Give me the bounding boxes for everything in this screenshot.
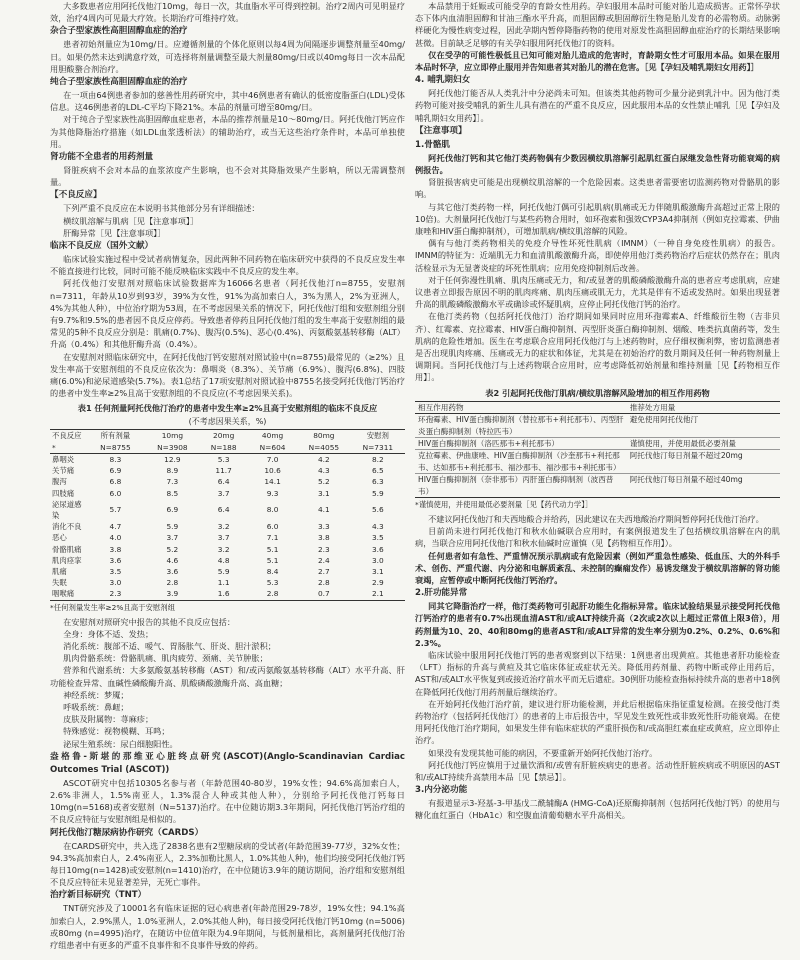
paragraph: 如果没有发现其他可能的病因，不要重新开始阿托伐他汀治疗。 [428,747,658,758]
section-heading: 1.骨骼肌 [415,139,451,150]
table-cell: 8.9 [166,466,179,476]
table-cell: 2.7 [317,566,330,576]
paragraph: 本品禁用于妊娠或可能受孕的育龄女性用药。孕妇服用本品时可能对胎儿造成损害。正常怀孕状态下体内血清胆固醇和甘油三酯水平升高，而胆固醇或胆固醇衍生物是胎儿发育的必需物质。动脉粥样硬化为慢性病变过程，因此孕期内暂停降脂药物的使用对原发性高胆固醇血症治疗的长期结果影响甚微。目前缺乏足够的有关孕妇服用阿托伐他汀的资料。 [415,1,780,48]
paragraph: 有报道显示3-羟基-3-甲基戊二酰辅酶A (HMG-CoA)还原酶抑制剂（包括阿托伐他汀钙）的使用与糖化血红蛋白（HbA1c）和空腹血清葡萄糖水平升高相关。 [415,798,780,821]
table-header-cell: 安慰剂 N=7311 [362,431,394,452]
table-cell: 0.7 [317,589,330,599]
table-cell: 肌肉痉挛 [52,555,82,565]
table-cell: 6.0 [266,522,279,532]
table-cell: 6.9 [166,505,179,515]
paragraph: 偶有与他汀类药物相关的免疫介导性坏死性肌病（IMNM）（一种自身免疫性肌病）的报告。IMNM的特征为：近端肌无力和血清肌酸激酶升高，即使停用他汀类药物治疗后症状仍然存在；肌肉活检显示为无显著炎症的坏死性肌病；应用免疫抑制剂后改善。 [415,238,780,273]
section-heading: 4. 哺乳期妇女 [415,75,471,86]
table-cell: 2.8 [317,578,330,588]
section-heading: 2.肝功能异常 [415,588,468,599]
table-cell: 1.6 [217,589,230,599]
paragraph: TNT研究涉及了10001名有临床证据的冠心病患者(年龄范围29-78岁，19%女性；94.1%高加索白人，2.9%黑人，1.0%亚洲人，2.0%其他人种)，每日接受阿托伐他汀钙10mg (n=5006)或80mg (n=4995)治疗，在随访中位值年限为4.9年期间，与低剂量相比，高剂量阿托伐他汀治疗组患者中有更多的严重不良事件和不良事件导致的停药。 [50,903,405,950]
table-row [50,532,405,543]
adverse-reactions-heading: 【不良反应】 [50,190,102,201]
paragraph: 大多数患者应用阿托伐他汀10mg，每日一次，其血脂水平可得到控制。治疗2周内可见明显疗效，治疗4周内可见最大疗效。长期治疗可维持疗效。 [50,1,405,24]
table-header-cell: 不良反应* [52,431,82,452]
table-cell: 4.6 [166,555,179,565]
table-cell: 3.0 [109,578,122,588]
paragraph-bold: 阿托伐他汀钙和其它他汀类药物偶有少数因横纹肌溶解引起肌红蛋白尿继发急性肾功能衰竭的病例报告。 [415,152,780,176]
paragraph: ASCOT研究中包括10305名参与者（年龄范围40-80岁，19%女性；94.6%高加索白人，2.6%非洲人，1.5%南亚人，1.3%混合人种或其他人种），分别给予阿托伐他汀钙每日10mg(n=5168)或者安慰剂（N=5137)治疗。在中位随访期3.3年期间，阿托伐他汀钙治疗组的不良反应特征与安慰剂组是相似的。 [50,777,405,825]
table-cell: 3.8 [109,544,122,554]
table-cell: 2.8 [166,578,179,588]
paragraph-bold: 仅在受孕的可能性极低且已知可能对胎儿造成的危害时，育龄期女性才可服用本品。如果在服用本品时怀孕，应立即停止服用并告知患者其对胎儿的潜在危害。［见【孕妇及哺乳期妇女用药】］ [415,49,780,73]
table-cell: 3.1 [317,488,330,498]
table-cell: 阿托伐他汀每日剂量不超过40mg [629,475,743,485]
table-cell: 6.0 [109,488,122,498]
table-row [50,453,405,465]
table-cell: 8.0 [266,505,279,515]
paragraph: 阿托伐他汀安慰剂对照临床试验数据库为16066名患者（阿托伐他汀n=8755，安慰剂n=7311，年龄从10岁到93岁，39%为女性，91%为高加索白人，3%为黑人，2%为亚洲人，4%为其他人种），中位治疗期为53周，在不考虑因果关系的情况下，阿托伐他汀组和安慰剂组分别有9.7%和9.5%的患者因不良反应停药。导致患者停药且阿托伐他汀组的发生率高于安慰剂组的最常见的5种不良反应分别是：肌痛(0.7%)、腹泻(0.5%)、恶心(0.4%)、丙氨酸氨基转移酶（ALT）升高（0.4%）和其他肝酶升高（0.4%）。 [50,278,405,350]
table-row [50,577,405,588]
paragraph: 全身：身体不适、发热； [63,628,154,639]
table1-footnote: *任何剂量发生率≥2%且高于安慰剂组 [50,602,176,612]
table-cell: 阿托伐他汀每日剂量不超过20mg [629,451,743,461]
table-cell: 6.4 [217,505,230,515]
paragraph: 肌肉骨骼系统：骨骼肌痛、肌肉疲劳、颈痛、关节肿胀； [63,653,268,664]
table-cell: 8.5 [166,488,179,498]
table-cell: 3.2 [217,522,230,532]
table-row [50,499,405,521]
table-cell: 5.6 [371,505,384,515]
table-row [415,450,780,474]
table-cell: 6.9 [109,466,122,476]
table-cell: 7.3 [166,477,179,487]
table2-footnote: *谨慎使用，并使用最低必要剂量［见【药代动力学】］ [415,499,593,509]
table-header-cell: 20mg N=188 [210,431,237,452]
table-header-cell: 相互作用药物 [418,402,464,412]
paragraph: 在安慰剂对照临床研究中，在阿托伐他汀钙安慰剂对照试验中(n=8755)最常见的（≥2%）且发生率高于安慰剂组的不良反应依次为：鼻咽炎（8.3%）、关节痛（6.9%）、腹泻(6.8%)、四肢痛(6.0%)和泌尿道感染(5.7%)。表1总结了17项安慰剂对照试验中8755名接受阿托伐他汀钙治疗的患者中发生率≥2%且高于安慰剂组的不良反应(不考虑因果关系)。 [50,351,405,399]
table-row [415,474,780,498]
paragraph: 在他汀类药物（包括阿托伐他汀）治疗期间如果同时应用环孢霉素A、纤维酸衍生物（吉非贝齐）、红霉素、克拉霉素、HIV蛋白酶抑制剂、丙型肝炎蛋白酶抑制剂、烟酸、唑类抗真菌药等，发生肌病的危险性增加。医生在考虑联合应用阿托伐他汀与上述药物时，应仔细权衡利弊，密切监测患者是否出现肌肉疼痛、压痛或无力的症状和体征，尤其是在初始治疗的数月期间及任何一种药物剂量上调期间。当阿托伐他汀与上述药物联合应用时，应考虑降低初始剂量和维持剂量［见【药物相互作用】］。 [415,311,780,383]
table-cell: 谨慎使用，并使用最低必要剂量 [629,438,737,448]
table-cell: 肌痛 [52,566,67,576]
paragraph: 对于任何弥漫性肌痛、肌肉压痛或无力，和/或显著的肌酸磷酸激酶升高的患者应考虑肌病，应建议患者立即报告原因不明的肌肉疼痛、肌肉压痛或肌无力，尤其是伴有不适或发热时。如果出现显著升高的肌酸磷酸激酶水平或确诊或怀疑肌病，应停止阿托伐他汀钙的治疗。 [415,274,780,310]
table-header-cell: 80mg N=4055 [308,431,340,452]
cards-heading: 阿托伐他汀糖尿病协作研究（CARDS） [50,827,204,838]
paragraph: 与其它他汀类药物一样，阿托伐他汀偶可引起肌病(肌痛或无力伴随肌酸激酶升高超过正常上限的10倍)。大剂量阿托伐他汀与某些药物合用时，如环孢素和强效CYP3A4抑制剂（例如克拉霉素、伊曲康唑和HIV蛋白酶抑制剂），可增加肌病/横纹肌溶解的风险。 [415,201,780,237]
tnt-heading: 治疗新目标研究（TNT） [50,890,147,901]
table-cell: 2.3 [109,589,122,599]
paragraph: 在一项由64例患者参加的慈善性用药研究中，其中46例患者有确认的低密度脂蛋白(LDL)受体信息。这46例患者的LDL-C平均下降21%。本品的剂量可增至80mg/日。 [50,90,405,113]
table-cell: 恶心 [52,533,67,543]
table1-body [50,453,405,600]
paragraph: 皮肤及附属物：荨麻疹； [63,714,154,725]
table-cell: 鼻咽炎 [52,454,75,464]
table-cell: 2.1 [371,589,384,599]
paragraph-bold: 任何患者如有急性、严重情况预示肌病或有危险因素（例如严重急性感染、低血压、大的外科手术、创伤、严重代谢、内分泌和电解质紊乱、未控制的癫痫发作）易诱发继发于横纹肌溶解的肾功能衰竭，应暂停或中断阿托伐他汀钙治疗。 [415,550,780,585]
table-cell: 1.1 [217,578,230,588]
table-cell: 10.6 [264,466,281,476]
table-cell: 7.0 [266,454,279,464]
table-cell: 骨骼肌痛 [52,544,82,554]
table-cell: 5.3 [266,578,279,588]
paragraph: 下列严重不良反应在本说明书其他部分另有详细描述： [63,203,260,214]
table-cell: 3.1 [371,566,384,576]
table-cell: 4.7 [109,522,122,532]
paragraph: 患者初始剂量应为10mg/日。应遵循剂量的个体化原则以每4周为间隔逐步调整剂量至40mg/日。如果仍然未达到满意疗效，可选择将剂量调整至最大剂量80mg/日或以40mg每日一次本品配用胆酸螯合剂治疗。 [50,39,405,74]
table2-body [415,414,780,498]
table-cell: 2.4 [317,555,330,565]
table-cell: 6.3 [371,477,384,487]
table-cell: 5.9 [217,566,230,576]
table1-caption: 表1 任何剂量阿托伐他汀治疗的患者中发生率≥2%且高于安慰剂组的临床不良反应 [77,403,378,414]
table-cell: HIV蛋白酶抑制剂（奈非那韦）丙肝蛋白酶抑制剂（波西普韦） [418,475,614,496]
table-cell: 3.2 [217,544,230,554]
table-row [415,414,780,438]
table-cell: 消化不良 [52,522,82,532]
paragraph: 在CARDS研究中，共入选了2838名患有2型糖尿病的受试者(年龄范围39-77岁，32%女性；94.3%高加索白人，2.4%南亚人，2.3%加勒比黑人，1.0%其他人种)，他们均接受阿托伐他汀钙每日10mg(n=1428)或安慰剂(n=1410)治疗，在中位随访3.9年的随访期间，治疗组和安慰剂组不良反应特征未见显著差异，无死亡事件。 [50,840,405,888]
clinical-adverse-heading: 临床不良反应（国外文献） [50,241,154,252]
paragraph: 临床试验实施过程中受试者病情复杂，因此两种不同药物在临床研究中获得的不良反应发生率不能直接进行比较，同时可能不能反映临床实践中不良反应的发生率。 [50,254,405,277]
table-cell: 6.5 [371,466,384,476]
table-cell: 8.2 [371,454,384,464]
table-cell: 5.1 [266,555,279,565]
table-cell: 失眠 [52,578,67,588]
table-cell: 14.1 [264,477,281,487]
table1-subtitle: (不考虑因果关系，%) [188,417,267,427]
table-cell: 3.7 [217,488,230,498]
paragraph: 肾脏损害病史可能是出现横纹肌溶解的一个危险因素。这类患者需要密切监测药物对骨骼肌的影响。 [415,177,780,200]
drug-interaction-table [415,401,780,498]
precautions-heading: 【注意事项】 [415,125,467,136]
table-cell: 4.2 [317,454,330,464]
left-column [50,0,405,960]
table-row [50,544,405,555]
table-cell: 4.3 [317,466,330,476]
table-cell: 克拉霉素、伊曲康唑、HIV蛋白酶抑制剂（沙奎那韦+利托那韦、达如那韦+利托那韦、福沙那韦、福沙那韦+利托那韦） [418,451,621,472]
table-row [50,566,405,577]
table-cell: 3.7 [166,533,179,543]
paragraph: 营养和代谢系统：大多氨酸氨基转移酶（AST）和/或丙氨酸氨基转移酶（ALT）水平升高、肝功能检查异常、血碱性磷酸酶升高、肌酸磷酸激酶升高、高血糖； [50,665,405,688]
table-cell: 3.5 [371,533,384,543]
paragraph: 泌尿生殖系统：尿白细胞阳性。 [63,738,178,749]
table-header-cell: 40mg N=604 [259,431,286,452]
table-row [50,555,405,566]
paragraph: 临床试验中服用阿托伐他汀钙的患者观察到以下结果：1例患者出现黄疸。其他患者肝功能检查（LFT）指标的升高与黄疸及其它临床体征或症状无关。降低用药剂量、药物中断或停止用药后，AST和/或ALT水平恢复到或接近治疗前水平而无后遗症。30例肝功能检查指标持续升高的患者中18例在降低阿托伐他汀用药剂量后继续治疗。 [415,649,780,697]
table-cell: 腹泻 [52,477,67,487]
table-cell: 3.0 [371,555,384,565]
table-cell: 3.9 [166,589,179,599]
paragraph: 特殊感觉：视物模糊、耳鸣； [63,726,170,737]
table-cell: 6.8 [109,477,122,487]
table-cell: 3.8 [317,533,330,543]
table2-caption: 表2 引起阿托伐他汀肌病/横纹肌溶解风险增加的相互作用药物 [485,387,710,398]
table-cell: 环孢霉素、HIV蛋白酶抑制剂（替拉那韦+利托那韦）、丙型肝炎蛋白酶抑制剂（特拉匹韦） [418,415,624,436]
section-heading: 3.内分泌功能 [415,785,468,796]
paragraph: 横纹肌溶解与肌病［见【注意事项】］ [63,215,199,226]
table-cell: 7.1 [266,533,279,543]
section-heading: 杂合子型家族性高胆固醇血症的治疗 [50,26,188,37]
table-cell: 3.5 [109,566,122,576]
table-cell: 2.9 [371,578,384,588]
table-header-cell: 所有剂量 N=8755 [100,431,131,452]
table-cell: 3.3 [317,522,330,532]
table-cell: 4.0 [109,533,122,543]
table-cell: 四肢痛 [52,488,75,498]
table-cell: 3.6 [371,544,384,554]
table-cell: 4.1 [317,505,330,515]
table-cell: 5.3 [217,454,230,464]
table-cell: 4.3 [371,522,384,532]
table-cell: 关节痛 [52,466,75,476]
paragraph-bold: 同其它降脂治疗一样，他汀类药物可引起肝功能生化指标异常。临床试验结果显示接受阿托伐他汀钙治疗的患者有0.7%出现血清AST和/或ALT持续升高（2次或2次以上超过正常值上限3倍），用药剂量为10、20、40和80mg的患者AST和/或ALT异常的发生率分别为0.2%、0.2%、0.6%和2.3%。 [415,601,780,648]
table-cell: 2.8 [266,589,279,599]
section-heading: 纯合子型家族性高胆固醇血症的治疗 [50,77,188,88]
table-cell: 4.8 [217,555,230,565]
ascot-heading: 盎格鲁-斯堪的那维亚心脏终点研究(ASCOT)(Anglo-Scandinavian Cardiac Outcomes Trial (ASCOT)) [50,751,405,775]
table-cell: 咽喉痛 [52,589,75,599]
paragraph: 肝酶异常［见【注意事项】］ [63,227,166,238]
table-header-row [415,401,780,413]
paragraph: 肾脏疾病不会对本品的血浆浓度产生影响，也不会对其降脂效果产生影响，所以无需调整剂量。 [50,165,405,188]
table-cell: 5.1 [266,544,279,554]
table-row [50,521,405,532]
paragraph: 在安慰剂对照研究中报告的其他不良反应包括： [63,616,236,627]
table-cell: 5.9 [371,488,384,498]
table-cell: 避免使用阿托伐他汀 [629,415,699,425]
paragraph: 阿托伐他汀钙应慎用于过量饮酒和/或曾有肝脏疾病史的患者。活动性肝脏疾病或不明原因的AST和/或ALT持续升高禁用本品［见【禁忌】］。 [415,759,780,782]
paragraph: 消化系统：腹部不适、嗳气、胃肠胀气、肝炎、胆汁淤积； [63,640,276,651]
table-cell: 3.7 [217,533,230,543]
table-cell: 5.9 [166,522,179,532]
table-cell: 9.3 [266,488,279,498]
section-heading: 肾功能不全患者的用药剂量 [50,152,154,163]
table-cell: 2.3 [317,544,330,554]
table-cell: 泌尿道感染 [52,499,82,520]
table-row [50,465,405,476]
table-cell: 5.2 [166,544,179,554]
table-header-cell: 10mg N=3908 [157,431,188,452]
table-cell: 3.6 [166,566,179,576]
table-row [415,437,780,449]
right-column [415,0,780,960]
paragraph: 不建议阿托伐他汀和夫西地酸合并给药，因此建议在夫西地酸治疗期间暂停阿托伐他汀治疗。 [428,513,764,524]
paragraph: 阿托伐他汀能否从人类乳汁中分泌尚未可知。但该类其他药物可少量分泌到乳汁中。因为他汀类药物可能对接受哺乳的新生儿具有潜在的严重不良反应，因此服用本品的女性禁止哺乳［见【孕妇及哺乳期妇女用药】］。 [415,88,780,123]
paragraph: 呼吸系统：鼻衄； [63,701,129,712]
table-row [50,588,405,600]
table-cell: 6.4 [217,477,230,487]
table-header-cell: 推荐处方用量 [629,402,676,412]
paragraph: 神经系统：梦魇； [63,689,129,700]
table-cell: HIV蛋白酶抑制剂（洛匹那韦+利托那韦） [418,438,560,448]
table-cell: 3.6 [109,555,122,565]
adverse-reactions-table [50,429,405,600]
table-cell: 5.7 [109,505,122,515]
table-row [50,488,405,499]
table-cell: 8.3 [109,454,122,464]
table-header-row [50,430,405,453]
table-cell: 8.4 [266,566,279,576]
table-cell: 5.2 [317,477,330,487]
table-row [50,476,405,487]
paragraph: 对于纯合子型家族性高胆固醇血症患者，本品的推荐剂量是10～80mg/日。阿托伐他汀钙应作为其他降脂治疗措施（如LDL血浆透析法）的辅助治疗，或当无这些治疗条件时，本品可单独使用。 [50,114,405,149]
table-cell: 12.9 [164,454,181,464]
paragraph: 目前尚未进行阿托伐他汀和秋水仙碱联合应用时，有案例报道发生了包括横纹肌溶解在内的肌病，当联合应用阿托伐他汀和秋水仙碱时应谨慎（见【药物相互作用】）。 [415,526,780,549]
table-cell: 11.7 [215,466,232,476]
paragraph: 在开始阿托伐他汀治疗前，建议进行肝功能检测，并此后根据临床指征重复检测。在接受他汀类药物治疗（包括阿托伐他汀）的患者的上市后报告中，罕见发生致死性或非致死性肝功能衰竭。在使用阿托伐他汀治疗期间，如果发生伴有临床症状的严重肝损伤和/或高胆红素血症或黄疸，应立即停止治疗。 [415,698,780,746]
